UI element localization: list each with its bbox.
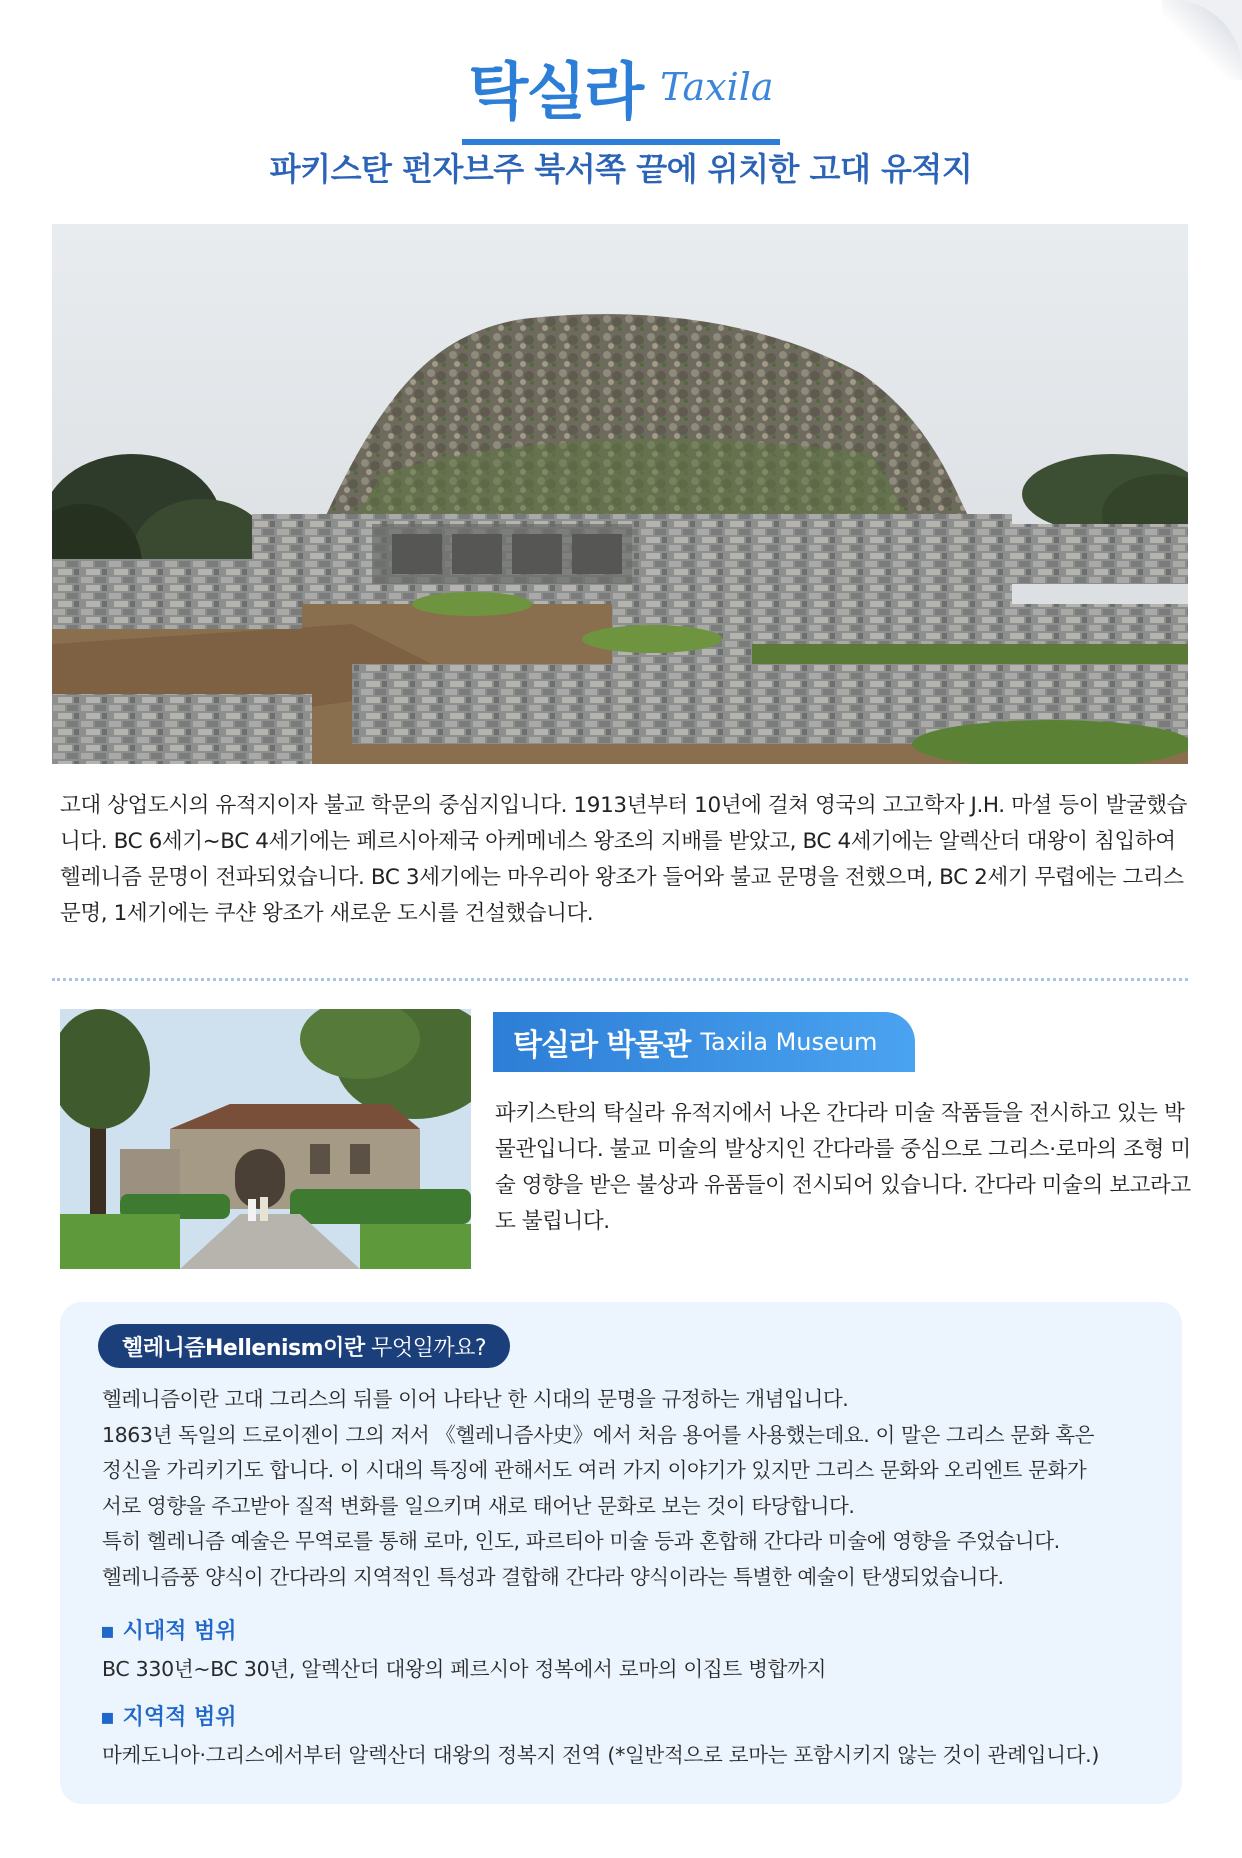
stupa-ruins-photo	[52, 224, 1188, 764]
description-line: 헬레니즘이란 고대 그리스의 뒤를 이어 나타난 한 시대의 문명을 규정하는 개념입니다.	[102, 1387, 849, 1411]
region-value: 마케도니아·그리스에서부터 알렉산더 대왕의 정복지 전역 (*일반적으로 로마는 포함시키지 않는 것이 관례입니다.)	[102, 1743, 1100, 1767]
title-english: Taxila	[660, 64, 774, 109]
description-line: 정신을 가리키기도 합니다. 이 시대의 특징에 관해서도 여러 가지 이야기가 있지만 그리스 문화와 오리엔트 문화가	[102, 1458, 1087, 1482]
description-line: 서로 영향을 주고받아 질적 변화를 일으키며 새로 태어난 문화로 보는 것이 타당합니다.	[102, 1493, 855, 1518]
pill-rest-text: 무엇일까요?	[364, 1335, 487, 1361]
title-area	[0, 42, 1242, 145]
museum-title-korean: 탁실라 박물관	[513, 1028, 691, 1063]
hellenism-info-box	[60, 1302, 1182, 1804]
title-korean: 탁실라	[468, 55, 643, 128]
page-title	[462, 42, 779, 145]
description-line: 헬레니즘풍 양식이 간다라의 지역적인 특성과 결합해 간다라 양식이라는 특별한 예술이 탄생되었습니다.	[102, 1564, 1004, 1589]
museum-paragraph: 파키스탄의 탁실라 유적지에서 나온 간다라 미술 작품들을 전시하고 있는 박물관입니다. 불교 미술의 발상지인 간다라를 중심으로 그리스·로마의 조형 미술 영향을 받은 불상과 유품들이 전시되어 있습니다. 간다라 미술의 보고라고도 불립니다.	[495, 1101, 1191, 1234]
pill-bold-text: 헬레니즘Hellenism이란	[122, 1335, 365, 1361]
region-heading: ▪ 지역적 범위	[100, 1705, 237, 1730]
period-heading: ▪ 시대적 범위	[100, 1619, 237, 1644]
description-line: 1863년 독일의 드로이젠이 그의 저서 《헬레니즘사史》에서 처음 용어를 사용했는데요. 이 말은 그리스 문화 혹은	[102, 1422, 1095, 1447]
intro-paragraph: 고대 상업도시의 유적지이자 불교 학문의 중심지입니다. 1913년부터 10년에 걸쳐 영국의 고고학자 J.H. 마셜 등이 발굴했습니다. BC 6세기~BC 4세기에는 페르시아제국 아케메네스 왕조의 지배를 받았고, BC 4세기에는 알렉산더 대왕이 침입하여 헬레니즘 문명이 전파되었습니다. BC 3세기에는 마우리아 왕조가 들어와 불교 문명을 전했으며, BC 2세기 무렵에는 그리스 문명, 1세기에는 쿠샨 왕조가 새로운 도시를 건설했습니다.	[60, 793, 1187, 926]
museum-title-english: Taxila Museum	[700, 1028, 878, 1056]
hellenism-description	[102, 1382, 1162, 1595]
hellenism-question-pill	[98, 1324, 510, 1368]
period-value: BC 330년~BC 30년, 알렉산더 대왕의 페르시아 정복에서 로마의 이집트 병합까지	[102, 1657, 827, 1681]
dotted-divider	[52, 978, 1188, 981]
page-subtitle: 파키스탄 펀자브주 북서쪽 끝에 위치한 고대 유적지	[269, 150, 973, 188]
museum-title-badge	[493, 1012, 915, 1072]
museum-photo	[60, 1009, 471, 1269]
description-line: 특히 헬레니즘 예술은 무역로를 통해 로마, 인도, 파르티아 미술 등과 혼합해 간다라 미술에 영향을 주었습니다.	[102, 1529, 1060, 1553]
